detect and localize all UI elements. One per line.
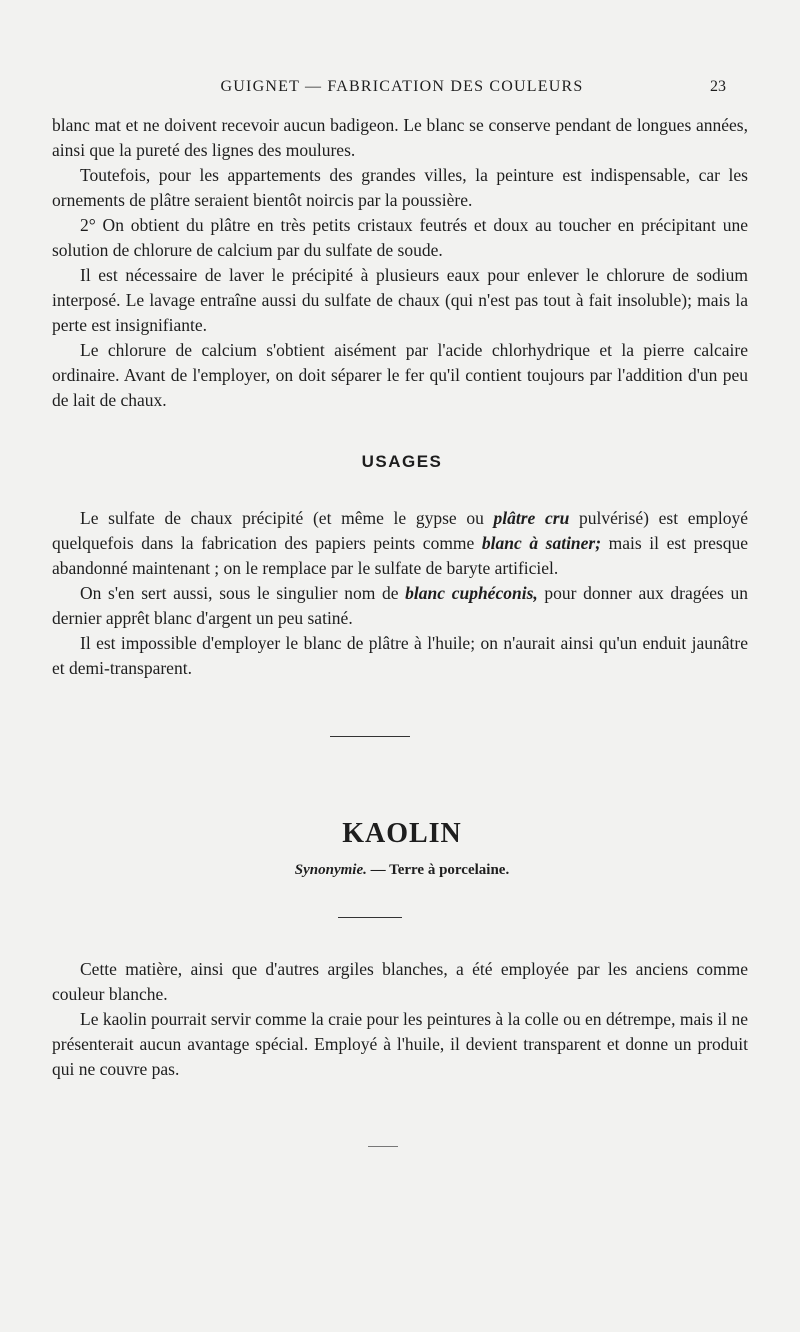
page-number: 23: [710, 78, 726, 95]
intro-text-block: [52, 113, 748, 413]
running-title: GUIGNET — FABRICATION DES COULEURS: [220, 78, 584, 95]
paragraph: Toutefois, pour les appartements des grandes villes, la peinture est indispensable, car les ornements de plâtre seraient bientôt noircis par la poussière.: [52, 165, 748, 210]
usages-text-block: [52, 506, 748, 681]
italic-term: blanc à satiner;: [481, 533, 602, 553]
paragraph: [52, 506, 748, 581]
italic-term: blanc cuphéconis,: [405, 583, 538, 603]
section-heading-usages: USAGES: [361, 452, 443, 471]
paragraph: blanc mat et ne doivent recevoir aucun badigeon. Le blanc se conserve pendant de longues années, ainsi que la pureté des lignes des moulures.: [52, 115, 748, 160]
text-run: Le sulfate de chaux précipité (et même le gypse ou: [80, 508, 494, 528]
paragraph: Il est nécessaire de laver le précipité à plusieurs eaux pour enlever le chlorure de sodium interposé. Le lavage entraîne aussi du sulfate de chaux (qui n'est pas tout à fait insoluble); mais la perte est insignifiante.: [52, 265, 748, 335]
paragraph: [52, 581, 748, 631]
section-heading-kaolin: KAOLIN: [342, 818, 462, 849]
running-header: [52, 78, 752, 96]
bleed-through-mark: [368, 1146, 398, 1147]
text-run: mais il est presque abandonné maintenant ; on le remplace par le sulfate de baryte artificiel.: [52, 533, 748, 578]
synonymy-line: [52, 862, 752, 879]
text-run: pour donner aux dragées un dernier apprêt blanc d'argent un peu satiné.: [52, 583, 748, 628]
text-run: pulvérisé) est employé quelquefois dans la fabrication des papiers peints comme: [52, 508, 748, 553]
italic-term: plâtre cru: [493, 508, 570, 528]
section-divider: [338, 917, 402, 918]
paragraph: Cette matière, ainsi que d'autres argiles blanches, a été employée par les anciens comme couleur blanche.: [52, 959, 748, 1004]
paragraph: Le chlorure de calcium s'obtient aisément par l'acide chlorhydrique et la pierre calcaire ordinaire. Avant de l'employer, on doit séparer le fer qu'il contient toujours par l'addition d'un peu de lait de chaux.: [52, 340, 748, 410]
paragraph: 2° On obtient du plâtre en très petits cristaux feutrés et doux au toucher en précipitant une solution de chlorure de calcium par du sulfate de soude.: [52, 215, 748, 260]
section-divider: [330, 736, 410, 737]
paragraph: Le kaolin pourrait servir comme la craie pour les peintures à la colle ou en détrempe, mais il ne présenterait aucun avantage spécial. Employé à l'huile, il devient transparent et donne un produit qui ne couvre pas.: [52, 1009, 748, 1079]
kaolin-text-block: [52, 957, 748, 1082]
text-run: On s'en sert aussi, sous le singulier nom de: [80, 583, 406, 603]
synonymy-label: Synonymie.: [294, 862, 367, 878]
paragraph: Il est impossible d'employer le blanc de plâtre à l'huile; on n'aurait ainsi qu'un enduit jaunâtre et demi-transparent.: [52, 633, 748, 678]
synonymy-text: — Terre à porcelaine.: [366, 862, 510, 878]
